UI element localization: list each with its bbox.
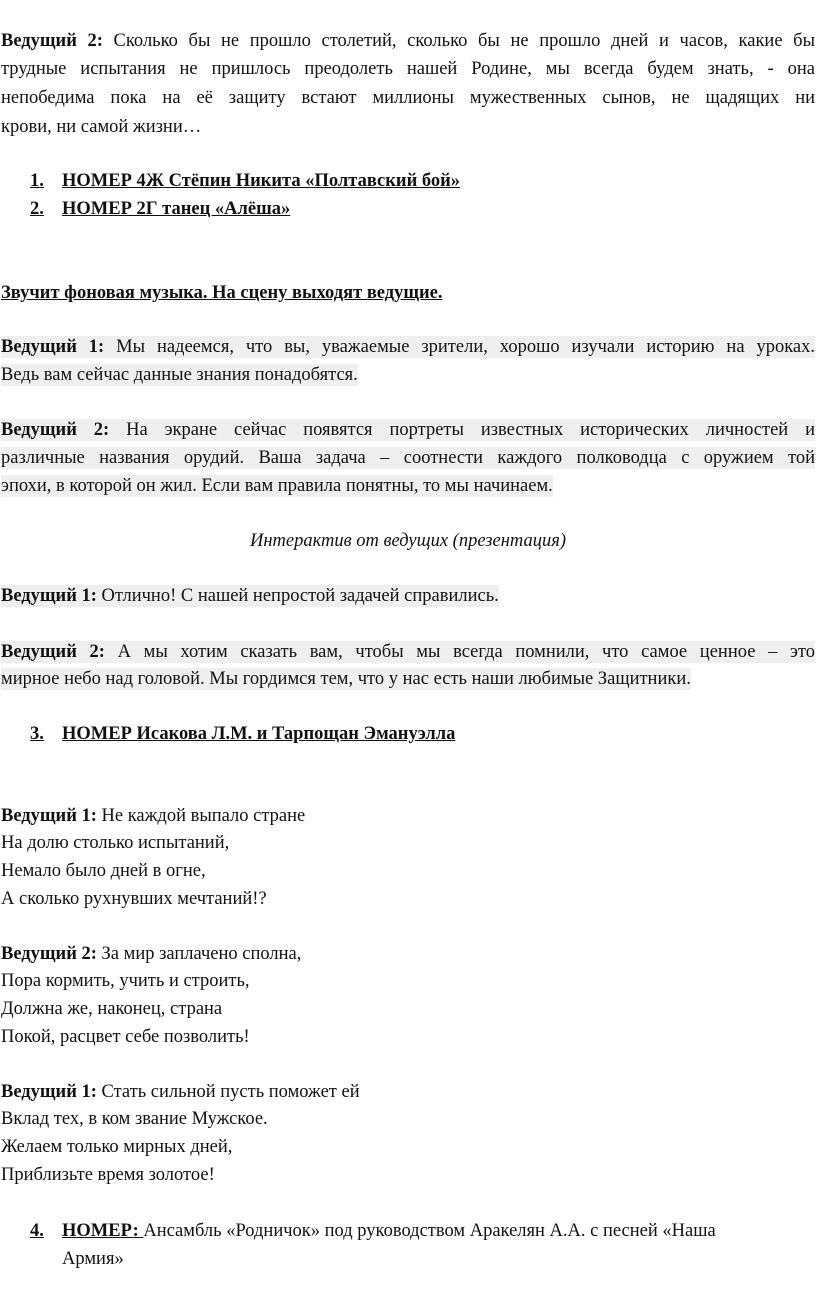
stage-direction: Звучит фоновая музыка. На сцену выходят ведущие. <box>1 283 443 303</box>
list-item-continuation: Армия» <box>62 1249 124 1269</box>
poem-line: Немало было дней в огне, <box>1 861 206 881</box>
poem-line: Должна же, наконец, страна <box>1 999 223 1019</box>
speaker-label: Ведущий 2: <box>1 31 103 51</box>
list-item: НОМЕР: Ансамбль «Родничок» под руководством Аракелян А.А. с песней «Наша <box>62 1221 716 1241</box>
poem-line: Ведущий 1: Не каждой выпало стране <box>1 806 306 826</box>
paragraph-line: Ведущий 2: А мы хотим сказать вам, чтобы мы всегда помнили, что самое ценное – это <box>1 642 816 662</box>
paragraph-line: мирное небо над головой. Мы гордимся тем, что у нас есть наши любимые Защитники. <box>1 669 691 689</box>
list-number: 1. <box>30 171 44 191</box>
poem-line: Ведущий 1: Стать сильной пусть поможет ей <box>1 1082 360 1102</box>
speaker-label: Ведущий 1: <box>1 586 97 606</box>
paragraph-line: Ведущий 1: Мы надеемся, что вы, уважаемые зрители, хорошо изучали историю на уроках. <box>1 337 816 357</box>
poem-line: Ведущий 2: За мир заплачено сполна, <box>1 944 302 964</box>
speaker-label: Ведущий 1: <box>1 337 105 357</box>
paragraph-line: крови, ни самой жизни… <box>1 117 202 137</box>
speaker-label: Ведущий 2: <box>1 420 110 440</box>
speaker-label: Ведущий 1: <box>1 806 97 826</box>
list-number: 3. <box>30 724 44 744</box>
poem-line: Желаем только мирных дней, <box>1 1137 233 1157</box>
list-item: НОМЕР 4Ж Стёпин Никита «Полтавский бой» <box>62 171 461 191</box>
poem-line: Покой, расцвет себе позволить! <box>1 1027 250 1047</box>
list-item: НОМЕР 2Г танец «Алёша» <box>62 199 291 219</box>
interactive-note: Интерактив от ведущих (презентация) <box>249 531 566 551</box>
list-number: 2. <box>30 199 44 219</box>
poem-line: А сколько рухнувших мечтаний!? <box>1 889 267 909</box>
paragraph-line: Ведущий 2: На экране сейчас появятся портреты известных исторических личностей и <box>1 420 816 440</box>
paragraph-line: непобедима пока на её защиту встают миллионы мужественных сынов, не щадящих ни <box>1 88 815 108</box>
paragraph-line: Ведущий 2: Сколько бы не прошло столетий, сколько бы не прошло дней и часов, какие бы <box>1 31 816 51</box>
speaker-label: Ведущий 2: <box>1 944 97 964</box>
poem-line: На долю столько испытаний, <box>1 833 230 853</box>
paragraph-line: эпохи, в которой он жил. Если вам правила понятны, то мы начинаем. <box>1 476 553 496</box>
poem-line: Пора кормить, учить и строить, <box>1 971 250 991</box>
speaker-label: Ведущий 2: <box>1 642 105 662</box>
poem-line: Приблизьте время золотое! <box>1 1165 215 1185</box>
paragraph-line: Ведь вам сейчас данные знания понадобятся. <box>1 365 358 385</box>
poem-line: Вклад тех, в ком звание Мужское. <box>1 1109 268 1129</box>
paragraph-line: различные названия орудий. Ваша задача – соотнести каждого полководца с оружием той <box>1 448 815 468</box>
paragraph-line: трудные испытания не пришлось преодолеть нашей Родине, мы всегда будем знать, - она <box>1 59 815 79</box>
list-item: НОМЕР Исакова Л.М. и Тарпощан Эмануэлла <box>62 724 456 744</box>
list-number: 4. <box>30 1221 44 1241</box>
paragraph-line: Ведущий 1: Отлично! С нашей непростой задачей справились. <box>1 586 499 606</box>
speaker-label: Ведущий 1: <box>1 1082 97 1102</box>
